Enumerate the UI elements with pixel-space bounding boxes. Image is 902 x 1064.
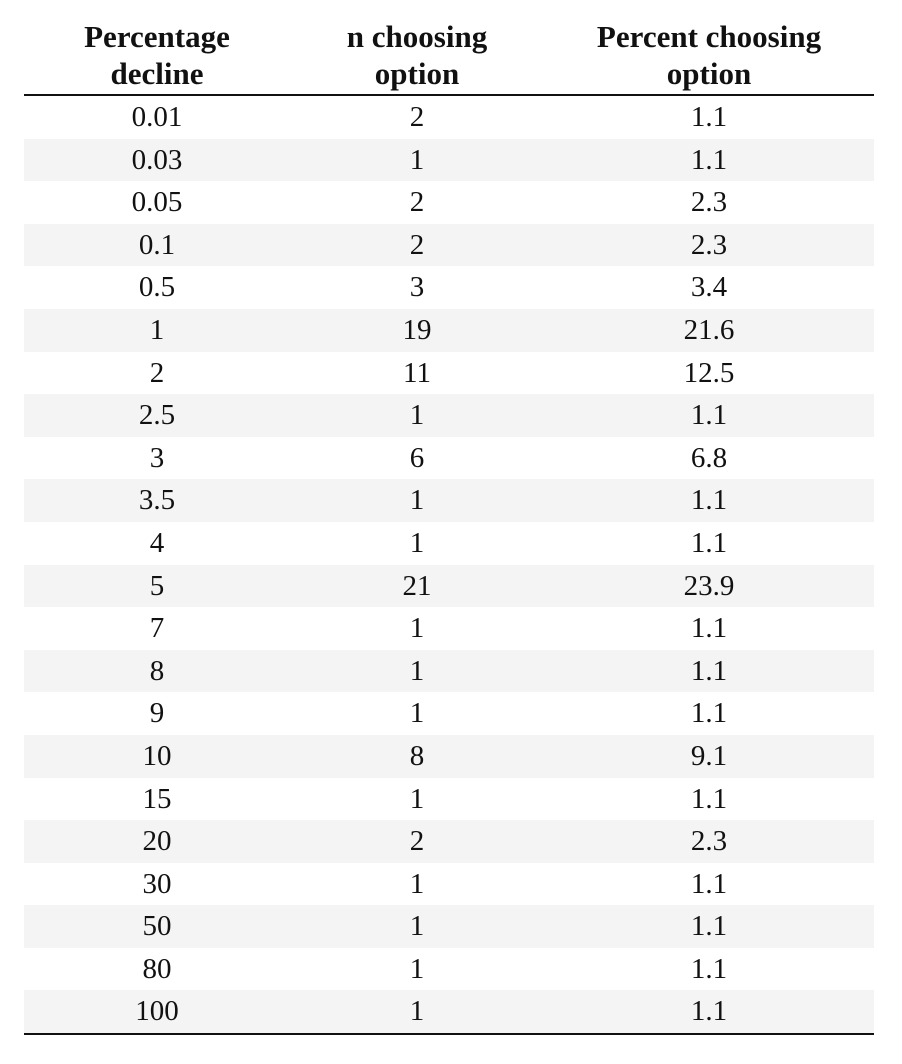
table-row [24, 522, 874, 565]
header-label: Percentage decline [84, 19, 230, 91]
cell-percent-choosing-option: 1.1 [544, 139, 874, 182]
table-row [24, 565, 874, 608]
table-row [24, 352, 874, 395]
cell-percentage-decline: 0.1 [24, 224, 290, 267]
cell-n-choosing-option: 1 [409, 952, 425, 985]
cell-percentage-decline: 2 [149, 356, 165, 389]
cell-n-choosing-option: 11 [403, 356, 431, 389]
cell-percent-choosing-option: 1.1 [544, 394, 874, 437]
cell-percentage-decline: 0.05 [131, 186, 183, 219]
table-row [24, 948, 874, 991]
cell-percent-choosing-option: 21.6 [544, 309, 874, 352]
table-header [24, 18, 874, 95]
table-row [24, 692, 874, 735]
table-row [24, 224, 874, 267]
cell-percentage-decline: 100 [24, 990, 290, 1034]
cell-percentage-decline: 3 [149, 441, 165, 474]
cell-percent-choosing-option: 1.1 [690, 867, 728, 900]
cell-n-choosing-option: 1 [290, 479, 544, 522]
table-row [24, 778, 874, 821]
table-row [24, 266, 874, 309]
cell-n-choosing-option: 1 [409, 612, 425, 645]
percentage-decline-table [24, 18, 874, 1035]
table-row [24, 905, 874, 948]
cell-percent-choosing-option: 3.4 [690, 271, 728, 304]
table-row [24, 479, 874, 522]
table-row [24, 650, 874, 693]
cell-percentage-decline: 0.03 [24, 139, 290, 182]
table-row [24, 863, 874, 906]
cell-percent-choosing-option: 1.1 [544, 905, 874, 948]
table-row [24, 309, 874, 352]
cell-percent-choosing-option: 23.9 [544, 565, 874, 608]
cell-percent-choosing-option: 1.1 [544, 990, 874, 1034]
cell-percent-choosing-option: 2.3 [690, 186, 728, 219]
cell-n-choosing-option: 2 [409, 186, 425, 219]
cell-percent-choosing-option: 1.1 [690, 101, 728, 133]
cell-n-choosing-option: 19 [290, 309, 544, 352]
cell-percentage-decline: 30 [142, 867, 172, 900]
cell-n-choosing-option: 1 [290, 990, 544, 1034]
header-row [24, 18, 874, 95]
cell-percentage-decline: 8 [24, 650, 290, 693]
cell-n-choosing-option: 1 [409, 697, 425, 730]
cell-percent-choosing-option: 12.5 [683, 356, 735, 389]
table-row [24, 735, 874, 778]
cell-n-choosing-option: 2 [290, 820, 544, 863]
cell-percentage-decline: 5 [24, 565, 290, 608]
cell-percentage-decline: 50 [24, 905, 290, 948]
cell-percent-choosing-option: 1.1 [690, 526, 728, 559]
cell-n-choosing-option: 1 [409, 782, 425, 815]
cell-percent-choosing-option: 2.3 [544, 224, 874, 267]
cell-percent-choosing-option: 6.8 [690, 441, 728, 474]
header-percent-choosing-option [544, 18, 874, 95]
cell-percentage-decline: 10 [24, 735, 290, 778]
table-row [24, 990, 874, 1034]
table-row [24, 181, 874, 224]
cell-percentage-decline: 15 [142, 782, 172, 815]
cell-percentage-decline: 1 [24, 309, 290, 352]
cell-n-choosing-option: 3 [409, 271, 425, 304]
cell-percentage-decline: 80 [142, 952, 172, 985]
cell-percent-choosing-option: 1.1 [690, 612, 728, 645]
cell-percentage-decline: 3.5 [24, 479, 290, 522]
cell-n-choosing-option: 1 [409, 526, 425, 559]
cell-percentage-decline: 7 [149, 612, 165, 645]
table-row [24, 139, 874, 182]
cell-percentage-decline: 0.01 [131, 101, 183, 133]
cell-n-choosing-option: 1 [290, 905, 544, 948]
cell-n-choosing-option: 1 [290, 394, 544, 437]
cell-n-choosing-option: 2 [290, 224, 544, 267]
table-row [24, 607, 874, 650]
cell-n-choosing-option: 6 [409, 441, 425, 474]
cell-n-choosing-option: 1 [290, 650, 544, 693]
header-percentage-decline [24, 18, 290, 95]
table-row [24, 95, 874, 139]
cell-percentage-decline: 20 [24, 820, 290, 863]
cell-n-choosing-option: 1 [409, 867, 425, 900]
header-label: Percent choosing option [596, 19, 822, 91]
cell-percent-choosing-option: 1.1 [690, 782, 728, 815]
table-row [24, 820, 874, 863]
cell-percent-choosing-option: 9.1 [544, 735, 874, 778]
cell-percent-choosing-option: 1.1 [690, 952, 728, 985]
table-row [24, 437, 874, 480]
table-row [24, 394, 874, 437]
cell-n-choosing-option: 1 [290, 139, 544, 182]
table-body [24, 95, 874, 1034]
cell-percent-choosing-option: 1.1 [690, 697, 728, 730]
cell-percent-choosing-option: 1.1 [544, 650, 874, 693]
cell-percentage-decline: 9 [149, 697, 165, 730]
data-table-container [24, 18, 874, 1035]
header-n-choosing-option [290, 18, 544, 95]
cell-n-choosing-option: 2 [409, 101, 425, 133]
cell-n-choosing-option: 21 [290, 565, 544, 608]
cell-percentage-decline: 0.5 [138, 271, 176, 304]
cell-n-choosing-option: 8 [290, 735, 544, 778]
cell-percentage-decline: 2.5 [24, 394, 290, 437]
cell-percent-choosing-option: 2.3 [544, 820, 874, 863]
cell-percentage-decline: 4 [149, 526, 165, 559]
cell-percent-choosing-option: 1.1 [544, 479, 874, 522]
header-label: n choosing option [346, 19, 488, 91]
